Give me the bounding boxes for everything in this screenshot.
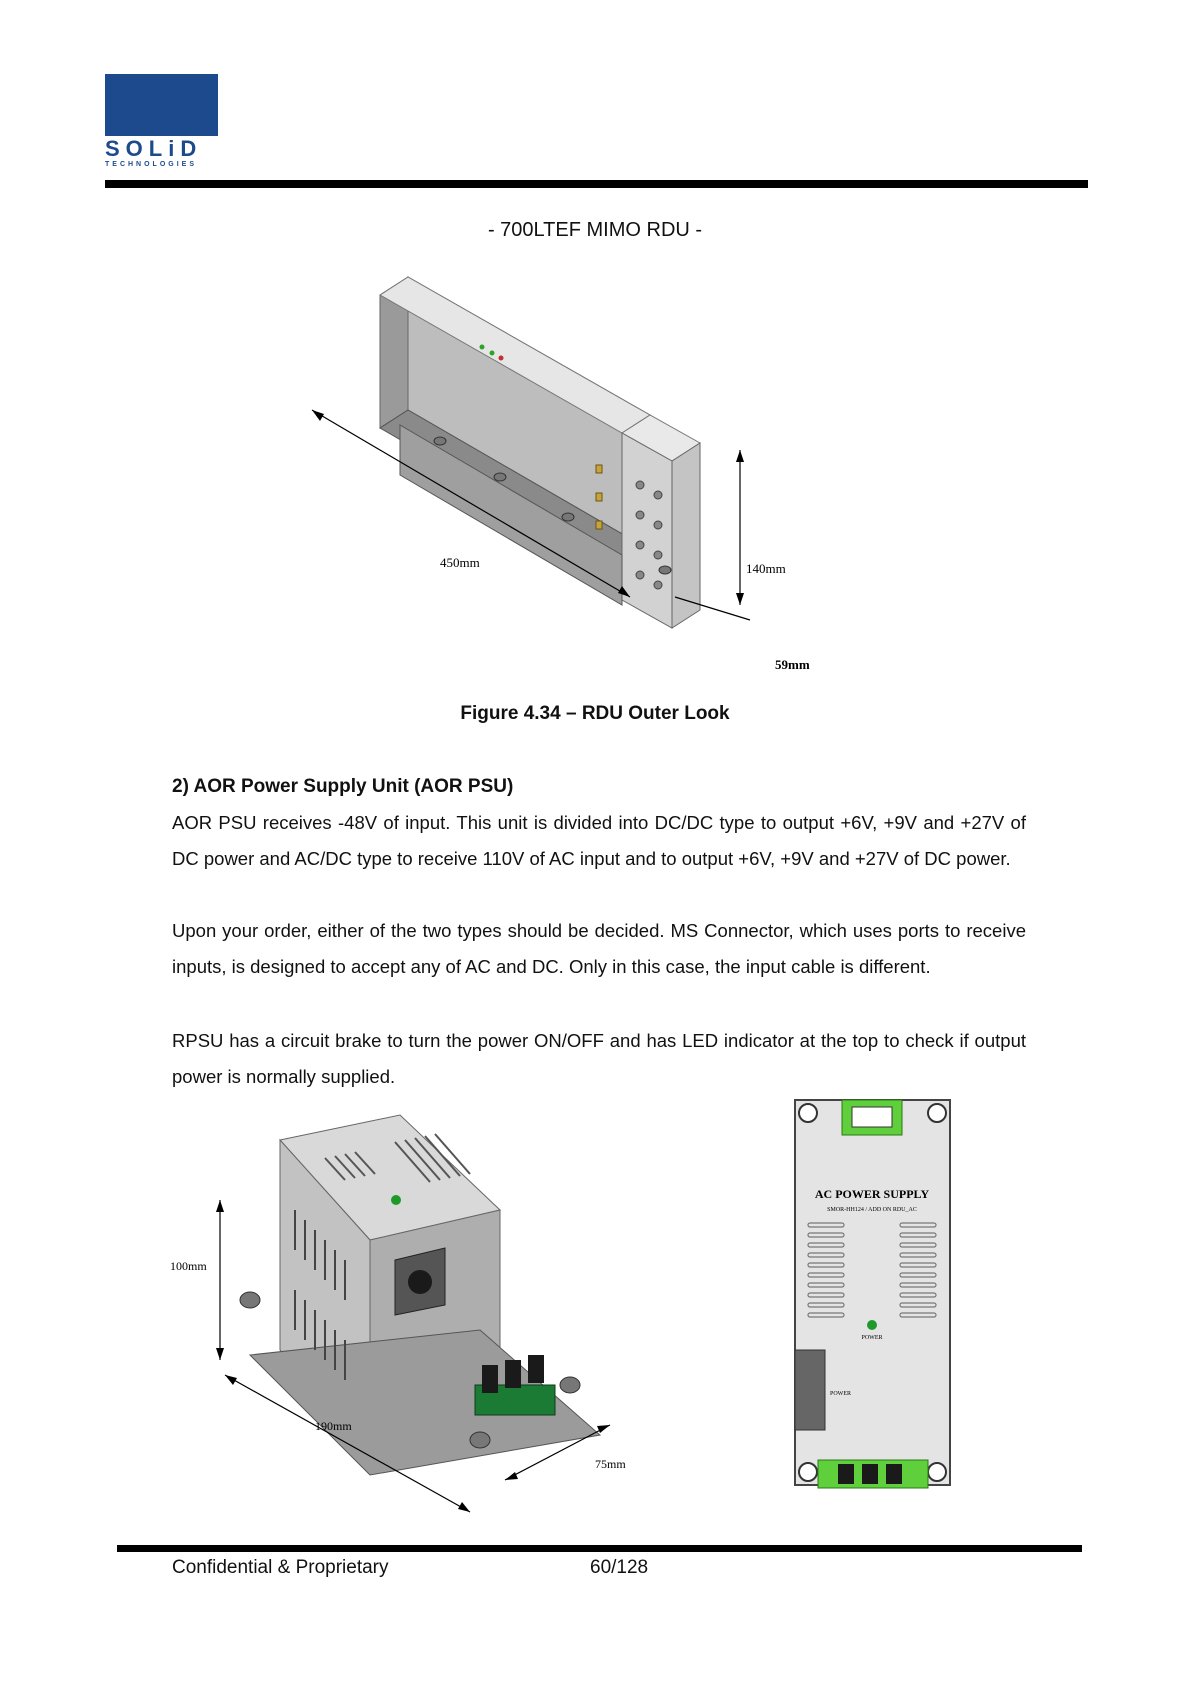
rdu-illustration — [300, 265, 860, 685]
footer-rule — [117, 1545, 1082, 1552]
psu-height-label: 100mm — [170, 1259, 207, 1273]
section-heading: 2) AOR Power Supply Unit (AOR PSU) — [172, 776, 514, 797]
psu-label-model: SMOR-HH124 / ADD ON RDU_AC — [827, 1207, 917, 1213]
paragraph-1: AOR PSU receives -48V of input. This unit is divided into DC/DC type to output +6V, +9V and +27V of DC power and AC/DC type to receive 110V of AC input and to output +6V, +9V and +27V of DC power. — [172, 812, 1026, 869]
psu-label-title: AC POWER SUPPLY — [814, 1187, 930, 1201]
psu-switch-label: POWER — [830, 1391, 851, 1397]
rdu-depth-label: 59mm — [775, 657, 810, 672]
figure-title: - 700LTEF MIMO RDU - — [487, 219, 703, 241]
logo-block — [105, 74, 218, 136]
psu-isometric-illustration — [170, 1100, 670, 1520]
paragraph-2: Upon your order, either of the two types should be decided. MS Connector, which uses ports to receive inputs, is designed to accept any of AC and DC. Only in this case, the input cable is different. — [172, 920, 1026, 977]
rdu-length-label: 450mm — [440, 555, 480, 570]
figure-caption: Figure 4.34 – RDU Outer Look — [460, 703, 730, 724]
rdu-height-label: 140mm — [746, 561, 786, 576]
psu-led-label: POWER — [861, 1335, 883, 1341]
psu-front-view — [790, 1095, 960, 1495]
footer-confidential: Confidential & Proprietary — [172, 1557, 389, 1578]
logo-subtitle: TECHNOLOGIES — [105, 161, 198, 168]
footer-page-number: 60/128 — [590, 1557, 649, 1578]
logo-wordmark: SOLiD — [105, 136, 203, 161]
header-rule — [105, 180, 1088, 188]
psu-depth-label: 75mm — [595, 1457, 626, 1471]
psu-length-label: 190mm — [315, 1419, 352, 1433]
company-logo — [105, 74, 218, 171]
paragraph-3: RPSU has a circuit brake to turn the power ON/OFF and has LED indicator at the top to check if output power is normally supplied. — [172, 1030, 1026, 1087]
